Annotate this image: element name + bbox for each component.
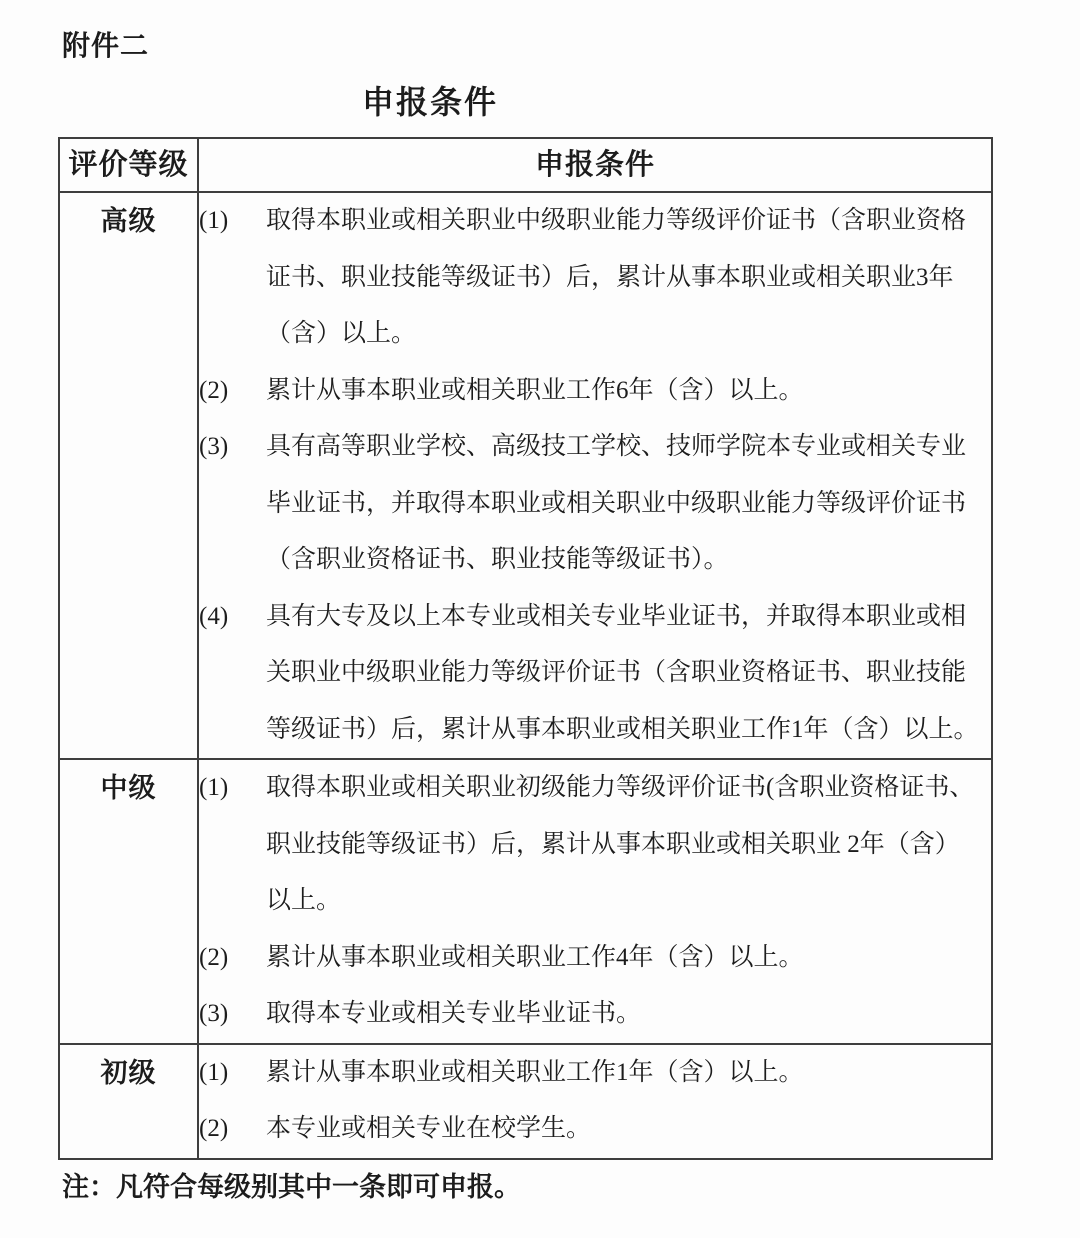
table-row-junior — [59, 1044, 992, 1159]
item-number: (3) — [199, 1000, 229, 1027]
conditions-cell-intermediate — [198, 759, 992, 1044]
condition-item — [199, 930, 991, 987]
table-row-intermediate — [59, 759, 992, 1044]
attachment-label: 附件二 — [62, 30, 150, 61]
item-number: (2) — [199, 1115, 229, 1142]
conditions-table — [58, 137, 993, 1160]
item-line: 以上。 — [266, 887, 342, 914]
item-number: (2) — [199, 943, 229, 971]
item-line: 毕业证书，并取得本职业或相关职业中级职业能力等级评价证书 — [266, 489, 967, 517]
item-number: (1) — [199, 1058, 229, 1086]
item-number: (4) — [199, 602, 229, 630]
item-line: 关职业中级职业能力等级评价证书（含职业资格证书、职业技能 — [266, 659, 967, 686]
condition-item — [199, 1045, 991, 1102]
item-text — [266, 1045, 991, 1102]
item-line: （含职业资格证书、职业技能等级证书）。 — [266, 546, 729, 573]
item-line: 职业技能等级证书）后，累计从事本职业或相关职业 2年（含） — [266, 830, 960, 858]
item-text — [266, 930, 991, 987]
footnote: 注：凡符合每级别其中一条即可申报。 — [62, 1172, 521, 1202]
table-row-senior — [59, 192, 992, 759]
item-line: 累计从事本职业或相关职业工作4年（含）以上。 — [266, 943, 804, 971]
level-cell-intermediate: 中级 — [59, 759, 198, 1044]
item-line: 证书、职业技能等级证书）后，累计从事本职业或相关职业3年 — [266, 263, 954, 291]
condition-item — [199, 363, 991, 420]
item-number: (1) — [199, 207, 229, 234]
item-text — [266, 589, 991, 759]
item-line: 累计从事本职业或相关职业工作6年（含）以上。 — [266, 376, 804, 404]
page-title: 申报条件 — [361, 84, 498, 120]
item-line: 取得本职业或相关职业初级能力等级评价证书(含职业资格证书、 — [266, 774, 975, 801]
item-line: 本专业或相关专业在校学生。 — [266, 1115, 592, 1142]
item-text — [266, 1101, 991, 1158]
conditions-cell-senior — [198, 192, 992, 759]
condition-item — [199, 419, 991, 589]
item-line: 具有大专及以上本专业或相关专业毕业证书，并取得本职业或相 — [266, 602, 967, 630]
level-cell-senior: 高级 — [59, 192, 198, 759]
item-line: 累计从事本职业或相关职业工作1年（含）以上。 — [266, 1058, 804, 1086]
item-text — [266, 363, 991, 420]
item-text — [266, 986, 991, 1043]
item-text — [266, 193, 991, 363]
condition-item — [199, 760, 991, 930]
condition-item — [199, 1101, 991, 1158]
item-line: 取得本职业或相关职业中级职业能力等级评价证书（含职业资格 — [266, 207, 967, 234]
item-line: 具有高等职业学校、高级技工学校、技师学院本专业或相关专业 — [266, 433, 967, 460]
condition-item — [199, 193, 991, 363]
item-line: 取得本专业或相关专业毕业证书。 — [266, 1000, 642, 1027]
item-line: （含）以上。 — [266, 320, 417, 347]
item-text — [266, 760, 991, 930]
item-number: (1) — [199, 774, 229, 801]
condition-item — [199, 986, 991, 1043]
table-header-row — [59, 138, 992, 192]
item-number: (3) — [199, 433, 229, 460]
item-line: 等级证书）后，累计从事本职业或相关职业工作1年（含）以上。 — [266, 715, 979, 743]
condition-item — [199, 589, 991, 759]
item-number: (2) — [199, 376, 229, 404]
level-cell-junior: 初级 — [59, 1044, 198, 1159]
item-text — [266, 419, 991, 589]
conditions-cell-junior — [198, 1044, 992, 1159]
header-cell-level: 评价等级 — [59, 138, 198, 192]
header-cell-conditions: 申报条件 — [198, 138, 992, 192]
